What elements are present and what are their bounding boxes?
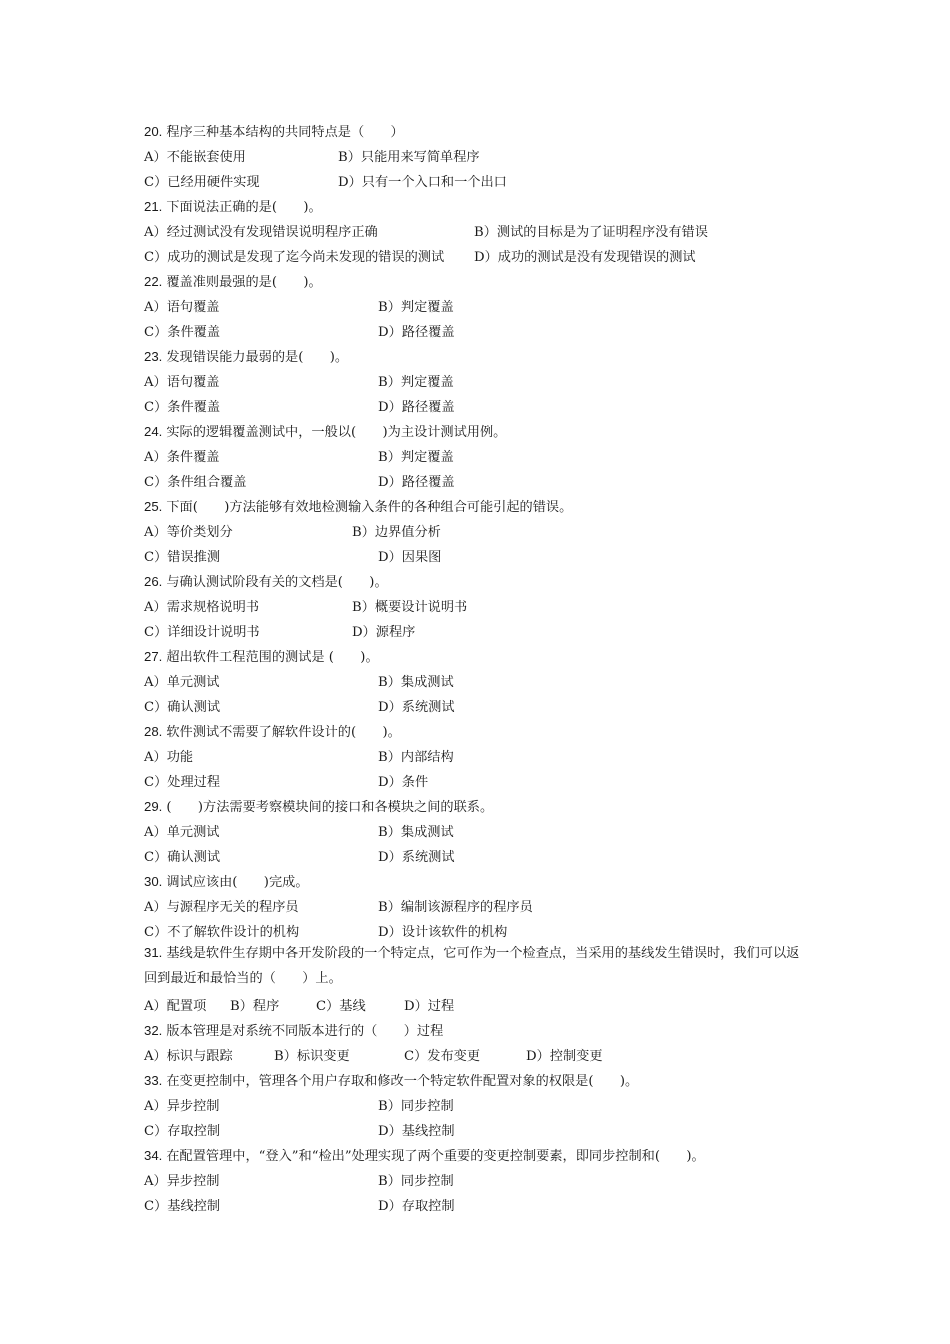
option-a: A）异步控制 (144, 1099, 220, 1114)
question-text: 调试应该由( )完成。 (166, 875, 309, 890)
question-text: 发现错误能力最弱的是( )。 (166, 350, 349, 365)
question-32 (144, 1020, 443, 1039)
question-number: 29. (144, 799, 163, 814)
option-b: B）只能用来写简单程序 (338, 150, 480, 165)
option-c: C）存取控制 (144, 1124, 221, 1139)
option-c: C）基线控制 (144, 1199, 221, 1214)
option-d: D）源程序 (352, 625, 416, 640)
option-b: B）集成测试 (378, 675, 454, 690)
option-b: B）边界值分析 (352, 525, 441, 540)
question-number: 28. (144, 724, 163, 739)
question-number: 22. (144, 274, 163, 289)
option-b: B）编制该源程序的程序员 (378, 900, 533, 915)
option-d: D）基线控制 (378, 1124, 455, 1139)
option-a: A）异步控制 (144, 1174, 220, 1189)
option-b: B）标识变更 (274, 1049, 350, 1064)
option-c: C）详细设计说明书 (144, 625, 260, 640)
question-28 (144, 721, 401, 740)
question-number: 27. (144, 649, 163, 664)
option-d: D）路径覆盖 (378, 400, 455, 415)
question-25 (144, 496, 572, 515)
option-b: B）程序 (230, 999, 280, 1014)
question-24 (144, 421, 506, 440)
option-a: A）与源程序无关的程序员 (144, 900, 299, 915)
question-text: 超出软件工程范围的测试是 ( )。 (166, 650, 379, 665)
question-text: 下面说法正确的是( )。 (166, 200, 322, 215)
option-c: C）发布变更 (404, 1049, 481, 1064)
option-b: B）判定覆盖 (378, 375, 454, 390)
question-number: 31. (144, 945, 163, 960)
question-27 (144, 646, 379, 665)
question-number: 23. (144, 349, 163, 364)
option-a: A）语句覆盖 (144, 375, 220, 390)
option-a: A）条件覆盖 (144, 450, 220, 465)
question-number: 20. (144, 124, 163, 139)
question-29 (144, 796, 493, 815)
question-number: 24. (144, 424, 163, 439)
option-a: A）配置项 (144, 999, 207, 1014)
option-c: C）确认测试 (144, 700, 221, 715)
question-33 (144, 1070, 638, 1089)
question-number: 32. (144, 1023, 163, 1038)
question-21 (144, 196, 322, 215)
option-d: D）过程 (404, 999, 455, 1014)
question-text: 在变更控制中，管理各个用户存取和修改一个特定软件配置对象的权限是( )。 (166, 1074, 639, 1089)
option-a: A）需求规格说明书 (144, 600, 260, 615)
option-c: C）错误推测 (144, 550, 221, 565)
question-number: 26. (144, 574, 163, 589)
option-b: B）测试的目标是为了证明程序没有错误 (474, 225, 708, 240)
option-d: D）因果图 (378, 550, 442, 565)
option-b: B）同步控制 (378, 1099, 454, 1114)
question-22 (144, 271, 322, 290)
question-text: ( )方法需要考察模块间的接口和各模块之间的联系。 (166, 800, 494, 815)
option-d: D）系统测试 (378, 850, 455, 865)
question-text: 在配置管理中，“登入”和“检出”处理实现了两个重要的变更控制要素，即同步控制和( )。 (166, 1149, 705, 1164)
option-b: B）集成测试 (378, 825, 454, 840)
option-a: A）不能嵌套使用 (144, 150, 246, 165)
option-c: C）已经用硬件实现 (144, 175, 260, 190)
option-c: C）处理过程 (144, 775, 221, 790)
question-number: 30. (144, 874, 163, 889)
option-d: D）存取控制 (378, 1199, 455, 1214)
question-23 (144, 346, 348, 365)
option-d: D）路径覆盖 (378, 325, 455, 340)
question-text: 软件测试不需要了解软件设计的( )。 (166, 725, 401, 740)
question-text: 与确认测试阶段有关的文档是( )。 (166, 575, 388, 590)
option-a: A）单元测试 (144, 825, 220, 840)
question-text: 程序三种基本结构的共同特点是（ ） (166, 125, 404, 140)
option-c: C）成功的测试是发现了迄今尚未发现的错误的测试 (144, 250, 445, 265)
option-c: C）条件覆盖 (144, 400, 221, 415)
question-number: 25. (144, 499, 163, 514)
question-text: 实际的逻辑覆盖测试中，一般以( )为主设计测试用例。 (166, 425, 507, 440)
question-20 (144, 121, 404, 140)
option-d: D）设计该软件的机构 (378, 925, 508, 940)
question-number: 21. (144, 199, 163, 214)
question-31 (144, 940, 809, 991)
question-number: 34. (144, 1148, 163, 1163)
option-c: C）确认测试 (144, 850, 221, 865)
option-a: A）标识与跟踪 (144, 1049, 233, 1064)
option-c: C）条件覆盖 (144, 325, 221, 340)
question-30 (144, 871, 309, 890)
option-d: D）成功的测试是没有发现错误的测试 (474, 250, 696, 265)
question-text: 下面( )方法能够有效地检测输入条件的各种组合可能引起的错误。 (166, 500, 573, 515)
option-a: A）语句覆盖 (144, 300, 220, 315)
question-number: 33. (144, 1073, 163, 1088)
option-b: B）判定覆盖 (378, 300, 454, 315)
option-c: C）基线 (316, 999, 366, 1014)
option-d: D）控制变更 (526, 1049, 603, 1064)
option-b: B）判定覆盖 (378, 450, 454, 465)
option-a: A）经过测试没有发现错误说明程序正确 (144, 225, 378, 240)
option-d: D）条件 (378, 775, 429, 790)
option-d: D）只有一个入口和一个出口 (338, 175, 507, 190)
option-c: C）不了解软件设计的机构 (144, 925, 300, 940)
question-text: 版本管理是对系统不同版本进行的（ ）过程 (166, 1024, 444, 1039)
option-a: A）等价类划分 (144, 525, 233, 540)
option-a: A）功能 (144, 750, 194, 765)
option-d: D）系统测试 (378, 700, 455, 715)
option-a: A）单元测试 (144, 675, 220, 690)
option-b: B）同步控制 (378, 1174, 454, 1189)
option-d: D）路径覆盖 (378, 475, 455, 490)
option-b: B）内部结构 (378, 750, 454, 765)
question-text: 基线是软件生存期中各开发阶段的一个特定点，它可作为一个检查点，当采用的基线发生错误时，我们可以返回到最近和最恰当的（ ）上。 (144, 946, 800, 986)
question-34 (144, 1145, 705, 1164)
option-c: C）条件组合覆盖 (144, 475, 247, 490)
question-26 (144, 571, 388, 590)
option-b: B）概要设计说明书 (352, 600, 468, 615)
question-text: 覆盖准则最强的是( )。 (166, 275, 322, 290)
